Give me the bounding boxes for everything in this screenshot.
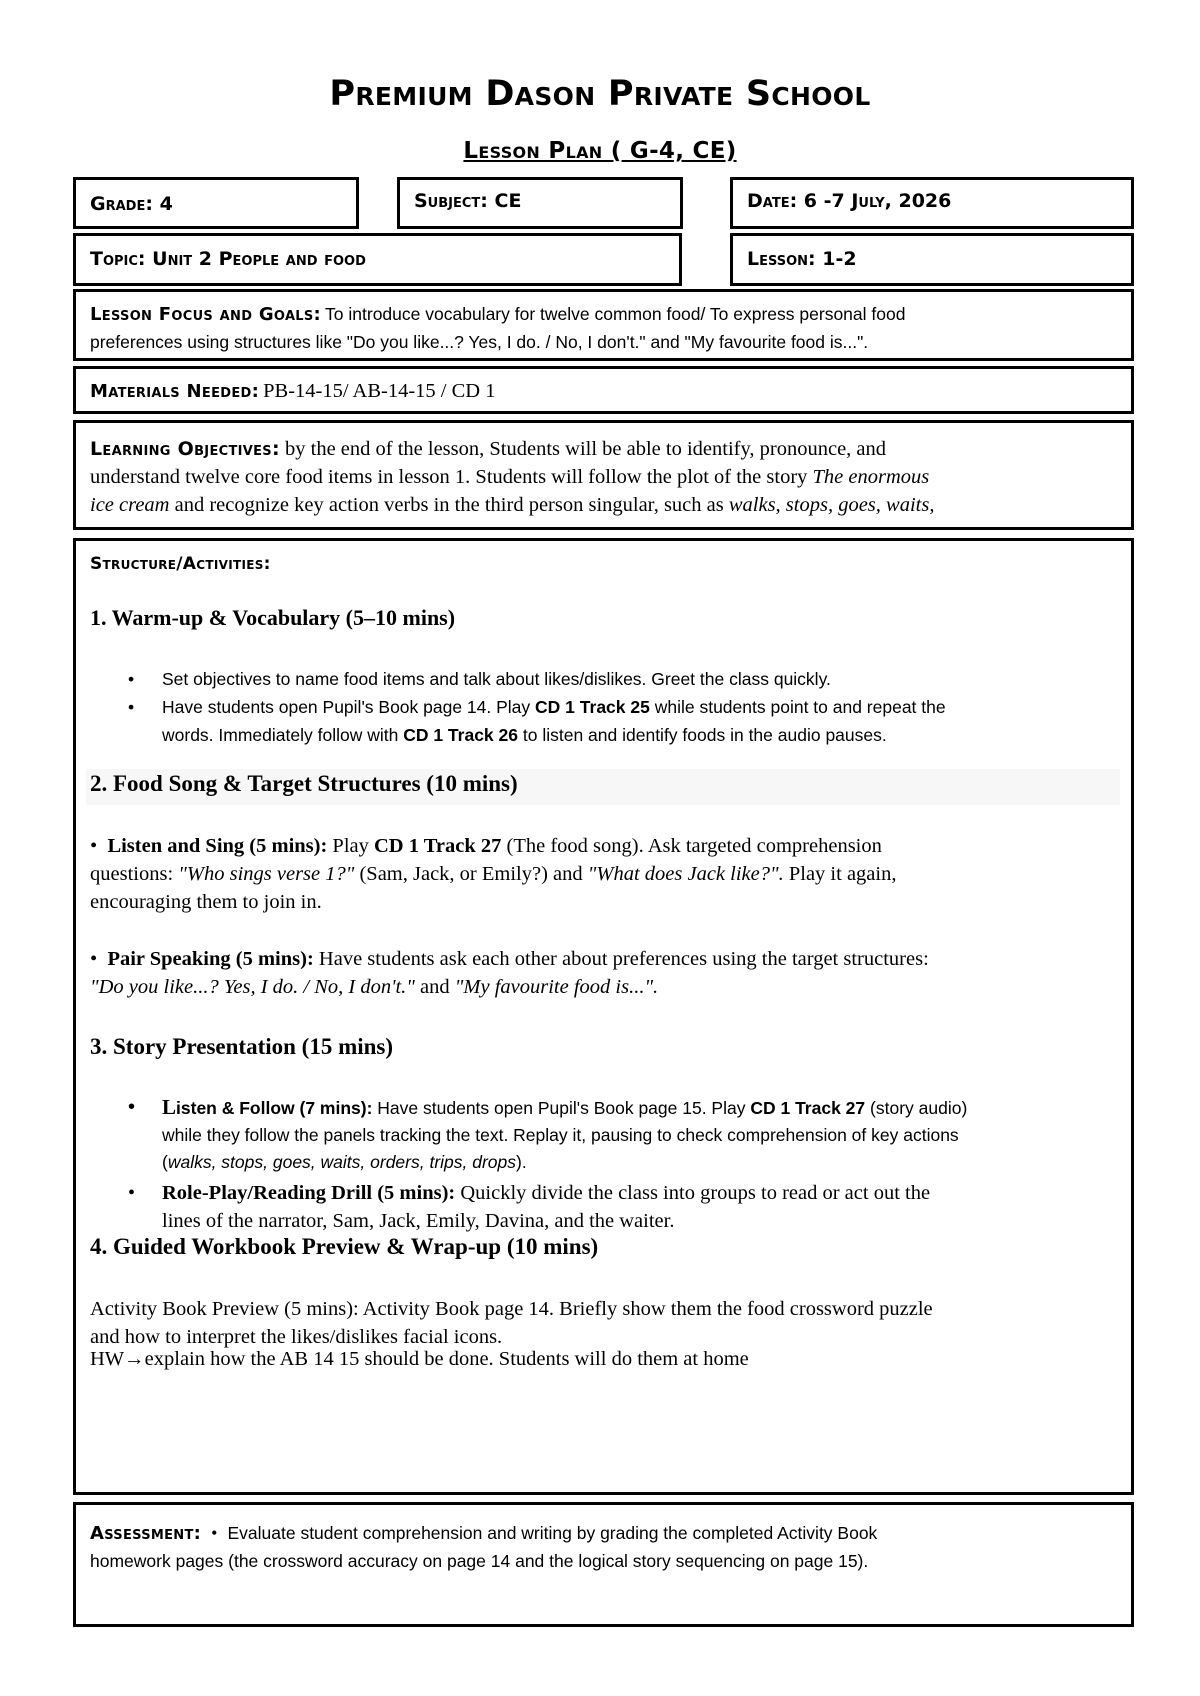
section-3-bullet-2: • Role-Play/Reading Drill (5 mins): Quickly divide the class into groups to read or act out the — [128, 1182, 931, 1204]
objectives-line-1: by the end of the lesson, Students will be able to identify, pronounce, and — [285, 438, 887, 460]
section-4-heading: 4. Guided Workbook Preview & Wrap-up (10 mins) — [90, 1234, 599, 1259]
date-value: 6 -7 July, 2026 — [803, 190, 952, 212]
materials-box — [73, 366, 1134, 414]
section-4-homework: HW→explain how the AB 14 15 should be done. Students will do them at home — [90, 1348, 749, 1370]
focus-text-1: To introduce vocabulary for twelve common food/ To express personal food — [325, 304, 906, 324]
school-title: Premium Dason Private School — [329, 74, 871, 114]
objectives-line-2: understand twelve core food items in lesson 1. Students will follow the plot of the story — [90, 466, 808, 488]
subject-label: Subject: — [414, 190, 488, 212]
topic-cell — [73, 233, 682, 286]
subject-cell — [397, 177, 683, 229]
objectives-label: Learning Objectives: — [90, 438, 280, 460]
date-label: Date: — [747, 190, 798, 212]
lesson-cell — [730, 233, 1134, 286]
section-3-bullet-1: • Listen & Follow (7 mins): Have students open Pupil's Book page 15. Play CD 1 Track 27 (story audio) — [128, 1095, 968, 1119]
objectives-box — [73, 420, 1134, 530]
materials-text: PB-14-15/ AB-14-15 / CD 1 — [263, 380, 496, 402]
date-cell — [730, 177, 1134, 229]
assessment-box — [73, 1502, 1134, 1627]
focus-text-2: preferences using structures like "Do you like...? Yes, I do. / No, I don't." and "My favourite food is...". — [90, 332, 869, 352]
assessment-label: Assessment: — [90, 1523, 202, 1544]
topic-label: Topic: — [90, 248, 146, 270]
materials-label: Materials Needed: — [90, 381, 260, 402]
lesson-plan-title: Lesson Plan ( G-4, CE) — [463, 138, 737, 164]
section-2-para-2: • Pair Speaking (5 mins): Have students ask each other about preferences using the target structures: — [90, 948, 929, 970]
assessment-text-1: Evaluate student comprehension and writing by grading the completed Activity Book — [227, 1523, 878, 1543]
section-2-heading: 2. Food Song & Target Structures (10 mins) — [90, 771, 518, 796]
focus-label: Lesson Focus and Goals: — [90, 304, 322, 325]
focus-goals-box — [73, 289, 1134, 361]
grade-value: 4 — [159, 193, 173, 215]
lesson-value: 1-2 — [822, 248, 857, 270]
activities-label: Structure/Activities: — [90, 554, 271, 574]
objectives-verbs: walks, stops, goes, waits, — [728, 494, 935, 516]
section-3-heading: 3. Story Presentation (15 mins) — [90, 1034, 394, 1059]
activities-box: Structure/Activities: 1. Warm-up & Vocabulary (5–10 mins) • Set objectives to name food items and talk about likes/dislikes. Greet the class quickly. • Have students open Pupil's Book page 14. Play CD 1 Track 25 while students point to and repeat the words. Immediately follow with CD 1 Track 26 to listen and identify foods in the audio pauses. 2. Food Song & Target Structures (10 mins) • Listen and Sing (5 mins): Play CD 1 Track 27 (The food song). Ask targeted comprehension questions: "Who sings verse 1?" (Sam, Jack, or Emily?) and "What does Jack like?". Play it again, encouraging them to join in. • Pair Speaking (5 mins): Have students ask each other about preferences using the target structures: "Do you like...? Yes, I do. / No, I don't." and "My favourite food is...". 3. Story Presentation (15 mins) • Listen & Follow (7 mins): Have students open Pupil's Book page 15. Play CD 1 Track 27 (story audio) while they follow the panels tracking the text. Replay it, pausing to check comprehension of key actions (walks, stops, goes, waits, orders, trips, drops). • Role-Play/Reading Drill (5 mins): Quickly divide the class into groups to read or act out the lines of the narrator, Sam, Jack, Emily, Davina, and the waiter. 4. Guided Workbook Preview & Wrap-up (10 mins) Activity Book Preview (5 mins): Activity Book page 14. Briefly show them the food crossword puzzle and how to interpret the likes/dislikes facial icons. HW→explain how the AB 14 15 should be done. Students will do them at home — [73, 538, 1134, 1495]
assessment-bullet: • — [211, 1523, 218, 1543]
grade-label: Grade: — [90, 193, 153, 215]
subject-value: CE — [494, 190, 522, 212]
section-1-heading: 1. Warm-up & Vocabulary (5–10 mins) — [90, 605, 456, 630]
section-1-bullet-1: • Set objectives to name food items and talk about likes/dislikes. Greet the class quickly. — [128, 669, 831, 689]
topic-value: Unit 2 People and food — [152, 248, 366, 270]
section-2-para-1: • Listen and Sing (5 mins): Play CD 1 Track 27 (The food song). Ask targeted comprehension — [90, 835, 882, 857]
section-1-bullet-2: • Have students open Pupil's Book page 14. Play CD 1 Track 25 while students point to and repeat the — [128, 697, 946, 717]
objectives-story-title: The enormous — [812, 466, 930, 488]
objectives-line-3: and recognize key action verbs in the third person singular, such as — [174, 494, 724, 516]
section-4-para-1: Activity Book Preview (5 mins): Activity Book page 14. Briefly show them the food crossword puzzle — [90, 1298, 933, 1320]
lesson-label: Lesson: — [747, 248, 816, 270]
assessment-text-2: homework pages (the crossword accuracy on page 14 and the logical story sequencing on page 15). — [90, 1551, 869, 1571]
grade-cell — [73, 177, 359, 229]
objectives-story-title-end: ice cream — [90, 494, 170, 516]
